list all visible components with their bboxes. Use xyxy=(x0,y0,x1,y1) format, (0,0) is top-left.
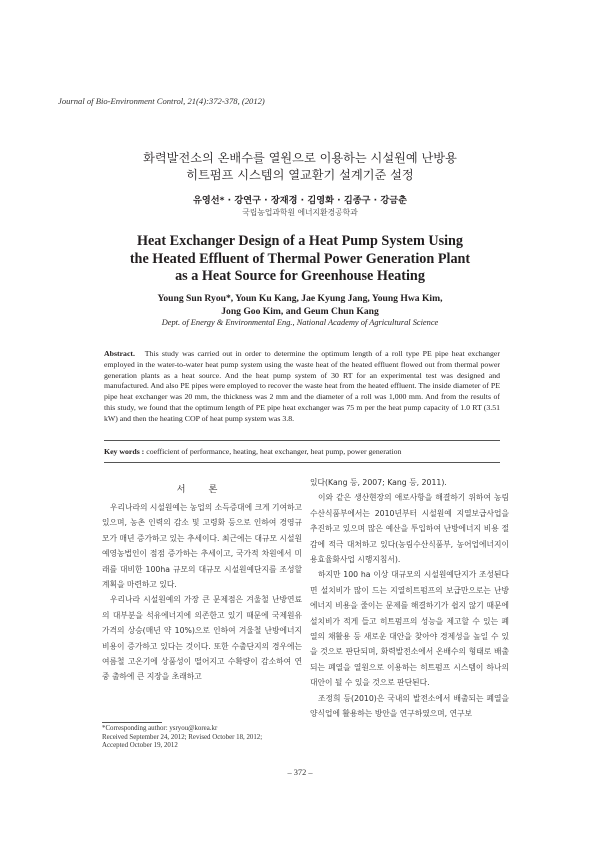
footnote-accepted: Accepted October 19, 2012 xyxy=(102,742,178,750)
korean-title-line-1: 화력발전소의 온배수를 열원으로 이용하는 시설원예 난방용 xyxy=(143,151,457,165)
left-paragraph-1: 우리나라의 시설원예는 농업의 소득증대에 크게 기여하고 있으며, 농촌 인력의 감소 및 고령화 등으로 인하여 경영규모가 매년 증가하고 있는 추세이다. 최근에는 대규모 시설원예영농법인이 점점 증가하는 추세이고, 국가적 차원에서 미래를 대비한 100ha 규모의 대규모 시설원예단지를 조성할 계획을 마련하고 있다. xyxy=(102,503,302,590)
english-title-line-1: Heat Exchanger Design of a Heat Pump System Using xyxy=(136,233,464,249)
korean-authors: 유영선* · 강연구 · 장재경 · 김영화 · 김종구 · 강금춘 xyxy=(193,195,407,206)
right-paragraph-0: 있다(Kang 등, 2007; Kang 등, 2011). xyxy=(310,478,447,487)
english-title-line-2: the Heated Effluent of Thermal Power Generation Plant xyxy=(129,250,471,267)
english-authors-line-2: Jong Goo Kim, and Geum Chun Kang xyxy=(221,306,379,317)
journal-citation: Journal of Bio-Environment Control, 21(4):372-378, (2012) xyxy=(58,96,265,106)
footnote-rule xyxy=(102,722,162,723)
abstract xyxy=(104,349,500,425)
right-paragraph-3: 조정희 등(2010)은 국내의 발전소에서 배출되는 폐열을 양식업에 활용하는 방안을 연구하였으며, 연구보 xyxy=(310,693,509,719)
keywords-text: coefficient of performance, heating, heat exchanger, heat pump, power generation xyxy=(146,447,402,456)
section-heading-introduction: 서 론 xyxy=(176,484,228,495)
footnote xyxy=(102,725,302,751)
keywords xyxy=(104,447,500,456)
abstract-label: Abstract. xyxy=(104,349,135,358)
english-affiliation: Dept. of Energy & Environmental Eng., National Academy of Agricultural Science xyxy=(161,318,439,327)
footnote-corresponding-author[interactable]: *Corresponding author: ysryou@korea.kr xyxy=(102,725,218,732)
korean-title xyxy=(0,150,600,184)
keywords-label: Key words : xyxy=(104,447,145,456)
english-title xyxy=(0,233,600,286)
page-number: – 372 – xyxy=(287,768,313,777)
right-paragraph-1: 이와 같은 생산현장의 애로사항을 해결하기 위하여 농림수산식품부에서는 2010년부터 시설원예 지열보급사업을 추진하고 있으며 많은 예산을 투입하여 난방에너지 비용 절감에 적극 대처하고 있다(농림수산식품부, 농어업에너지이용효율화사업 시행지침서). xyxy=(310,493,509,565)
keywords-bottom-rule xyxy=(104,462,500,463)
right-paragraph-2: 하지만 100 ha 이상 대규모의 시설원예단지가 조성된다면 설치비가 많이 드는 지열히트펌프의 보급만으로는 난방에너지 비용을 줄이는 문제를 해결하기가 쉽지 않기 때문에 설치비가 적게 들고 히트펌프의 성능을 제고할 수 있는 폐열의 채활용 등 새로운 대안을 찾아야 경제성을 높일 수 있을 것으로 판단되며, 화력발전소에서 온배수의 형태로 배출되는 폐열을 열원으로 이용하는 히트펌프 시스템이 하나의 대안이 될 수 있을 것으로 판단된다. xyxy=(310,570,509,688)
footnote-received: Received September 24, 2012; Revised October 18, 2012; xyxy=(102,733,263,741)
left-paragraph-2: 우리나라 시설원예의 가장 큰 문제점은 겨울철 난방연료의 대부분을 석유에너지에 의존한고 있기 때문에 국제원유가격의 상승(매년 약 10%)으로 인하여 겨울철 난방에너지 비용이 증가하고 있다는 것이다. 또한 수출단지의 경우에는 여름철 고온기에 상품성이 떨어지고 수확량이 감소하여 연중 출하에 큰 지장을 초래하고 xyxy=(102,595,302,682)
left-column xyxy=(102,500,302,685)
keywords-top-rule xyxy=(104,440,500,441)
english-authors-line-1: Young Sun Ryou*, Youn Ku Kang, Jae Kyung Jang, Young Hwa Kim, xyxy=(157,293,443,304)
english-title-line-3: as a Heat Source for Greenhouse Heating xyxy=(175,268,425,284)
korean-title-line-2: 히트펌프 시스템의 열교환기 설계기준 설정 xyxy=(186,168,414,182)
abstract-text: This study was carried out in order to determine the optimum length of a roll type PE pipe heat exchanger employed in the water-to-water heat pump system using the waste heat of the heated effluent flowed out from thermal power generation plants as a heat source. And the heat pump system of 30 RT for an experimental test was designed and manufactured. And also PE pipes were employed to recover the waste heat from the heated effluent. The inside diameter of PE pipe heat exchanger was 20 mm, the thickness was 2 mm and the diameter of a roll was 1,000 mm. And from the results of this study, we found that the optimum length of PE pipe heat exchanger was 75 m per the heat pump capacity of 1.0 RT (3.51 kW) and then the heating COP of heat pump system was 3.8. xyxy=(104,349,500,423)
right-column xyxy=(310,475,509,722)
korean-affiliation: 국립농업과학원 에너지환경공학과 xyxy=(242,208,358,217)
english-authors xyxy=(0,292,600,318)
